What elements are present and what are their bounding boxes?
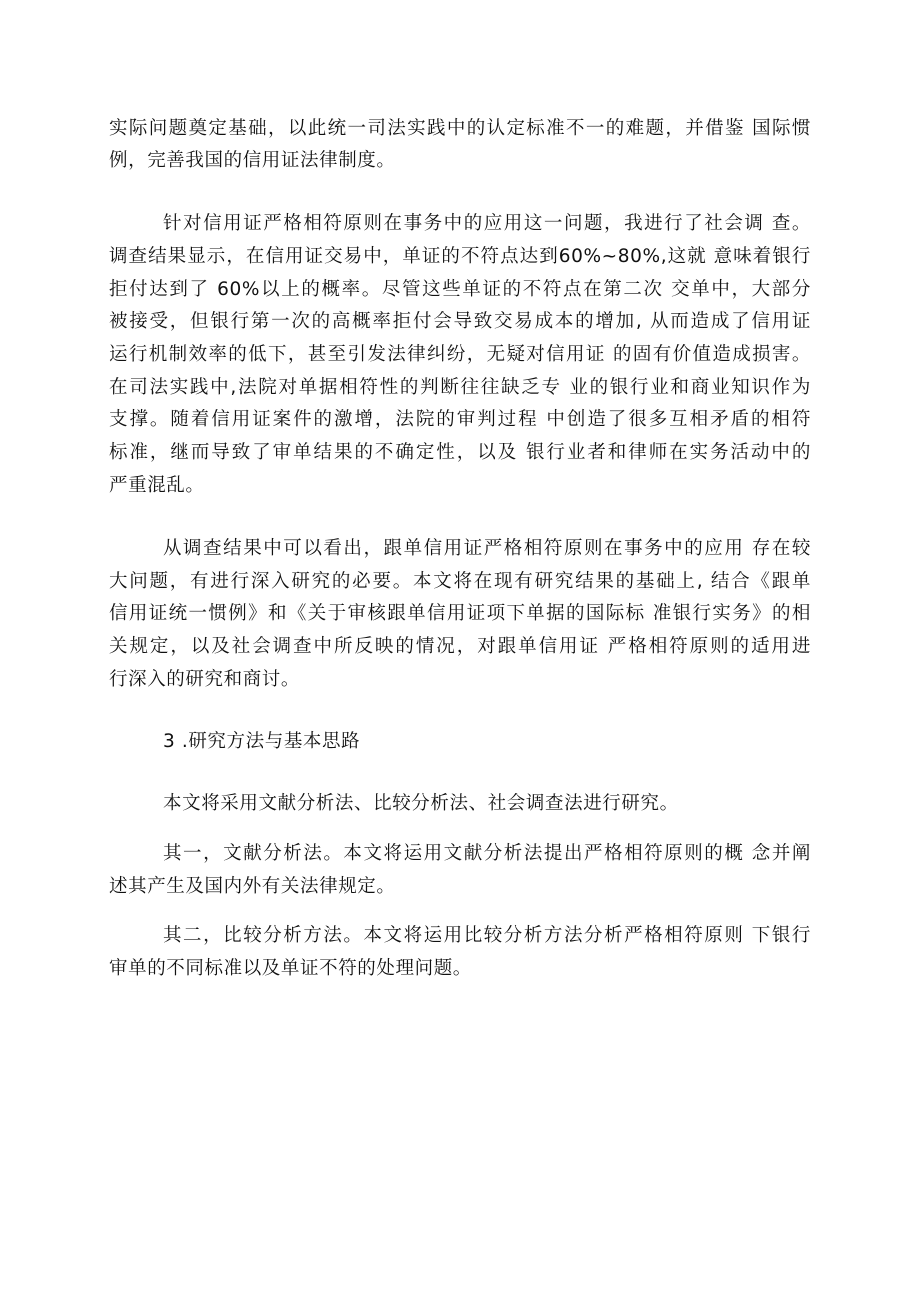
text-line: 信用证统一惯例》和《关于审核跟单信用证项下单据的国际标 准银行实务》的相: [109, 603, 811, 624]
text-line: 在司法实践中,法院对单据相符性的判断往往缺乏专 业的银行业和商业知识作为: [109, 377, 811, 398]
text-line: 本文将采用文献分析法、比较分析法、社会调查法进行研究。: [163, 793, 679, 814]
section-heading: 3 .研究方法与基本思路: [163, 731, 361, 752]
text-line: 支撑。随着信用证案件的激增，法院的审判过程 中创造了很多互相矛盾的相符: [109, 409, 811, 430]
text-line: 被接受，但银行第一次的高概率拒付会导致交易成本的增加, 从而造成了信用证: [109, 311, 811, 332]
text-line: 标准，继而导致了审单结果的不确定性，以及 银行业者和律师在实务活动中的: [109, 442, 811, 463]
text-line: 从调查结果中可以看出，跟单信用证严格相符原则在事务中的应用 存在较: [163, 538, 811, 559]
text-line: 审单的不同标准以及单证不符的处理问题。: [109, 958, 472, 979]
text-line: 其二，比较分析方法。本文将运用比较分析方法分析严格相符原则 下银行: [163, 925, 811, 946]
text-line: 拒付达到了 60%以上的概率。尽管这些单证的不符点在第二次 交单中，大部分: [109, 279, 811, 300]
text-line: 其一，文献分析法。本文将运用文献分析法提出严格相符原则的概 念并阐: [163, 843, 811, 864]
text-line: 严重混乱。: [109, 475, 205, 496]
text-line: 针对信用证严格相符原则在事务中的应用这一问题，我进行了社会调 查。: [163, 213, 811, 234]
text-line: 行深入的研究和商讨。: [109, 669, 301, 690]
text-line: 述其产生及国内外有关法律规定。: [109, 876, 396, 897]
text-line: 大问题，有进行深入研究的必要。本文将在现有研究结果的基础上, 结合《跟单: [109, 571, 811, 592]
text-line: 实际问题奠定基础，以此统一司法实践中的认定标准不一的难题，并借鉴 国际惯: [109, 118, 811, 139]
text-line: 运行机制效率的低下，甚至引发法律纠纷，无疑对信用证 的固有价值造成损害。: [109, 344, 811, 365]
text-line: 调查结果显示，在信用证交易中，单证的不符点达到60%~80%,这就 意味着银行: [109, 246, 811, 267]
text-line: 关规定，以及社会调查中所反映的情况，对跟单信用证 严格相符原则的适用进: [109, 636, 811, 657]
text-line: 例，完善我国的信用证法律制度。: [109, 150, 396, 171]
